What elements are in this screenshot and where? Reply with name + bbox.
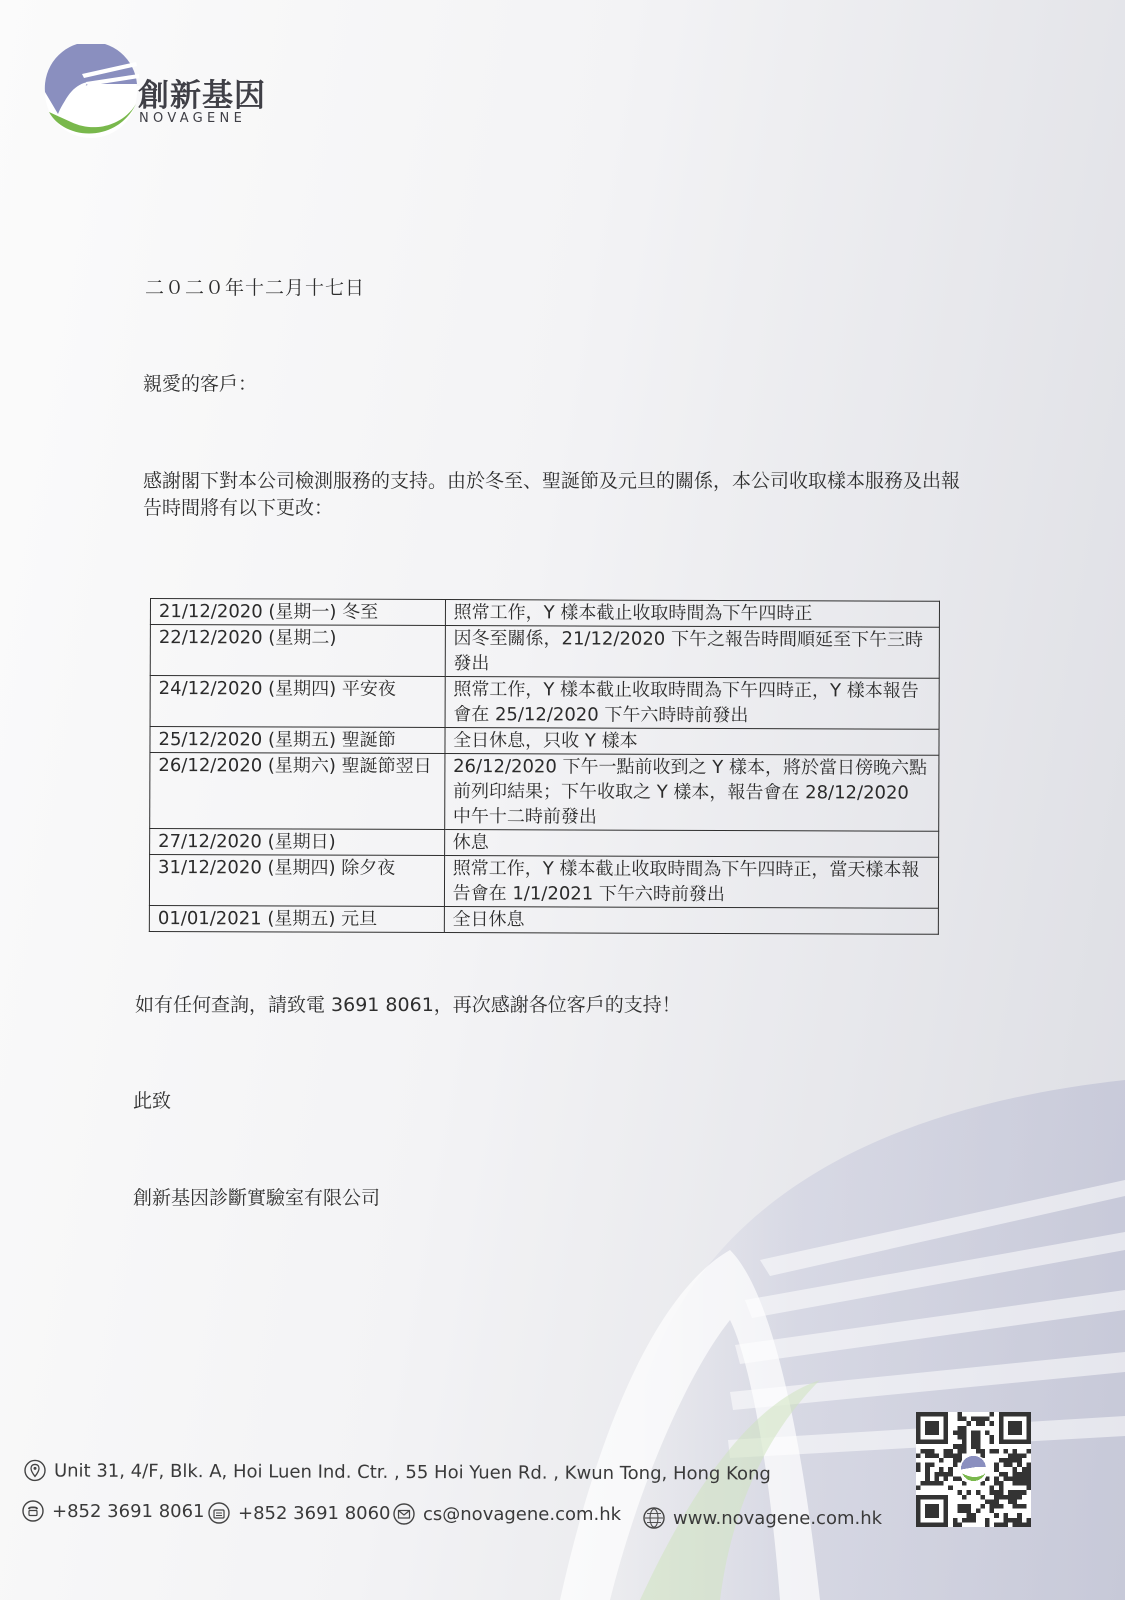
globe-icon bbox=[643, 1507, 665, 1529]
schedule-row bbox=[150, 625, 939, 679]
footer-email-link[interactable]: cs@novagene.com.hk bbox=[423, 1503, 622, 1525]
schedule-arrangement-cell: 照常工作，Y 樣本截止收取時間為下午四時正 bbox=[445, 600, 939, 628]
schedule-arrangement-cell: 休息 bbox=[444, 830, 938, 858]
footer-fax bbox=[208, 1502, 391, 1524]
schedule-row bbox=[150, 676, 939, 730]
letter-signature: 創新基因診斷實驗室有限公司 bbox=[133, 1187, 381, 1209]
novagene-logo bbox=[36, 44, 146, 140]
footer-address bbox=[24, 1459, 771, 1484]
schedule-date-cell: 24/12/2020 (星期四) 平安夜 bbox=[150, 676, 445, 728]
footer-email[interactable] bbox=[393, 1503, 621, 1525]
schedule-date-cell: 31/12/2020 (星期四) 除夕夜 bbox=[149, 855, 444, 907]
letter-greeting: 親愛的客戶： bbox=[143, 373, 258, 395]
schedule-date-cell: 21/12/2020 (星期一) 冬至 bbox=[150, 599, 445, 626]
schedule-date-cell: 26/12/2020 (星期六) 聖誕節翌日 bbox=[150, 753, 445, 830]
schedule-arrangement-cell: 照常工作，Y 樣本截止收取時間為下午四時正，當天樣本報告會在 1/1/2021 下午六時前發出 bbox=[444, 856, 939, 909]
letter-intro: 感謝閣下對本公司檢測服務的支持。由於冬至、聖誕節及元旦的關係，本公司收取樣本服務及出報告時間將有以下更改： bbox=[143, 470, 961, 519]
brand-name-english: NOVAGENE bbox=[139, 111, 247, 126]
schedule-row bbox=[150, 727, 939, 756]
contact-line: 如有任何查詢，請致電 3691 8061，再次感謝各位客戶的支持！ bbox=[135, 994, 681, 1016]
footer-address-text: Unit 31, 4/F, Blk. A, Hoi Luen Ind. Ctr. , 55 Hoi Yuen Rd. , Kwun Tong, Hong Kong bbox=[53, 1460, 771, 1485]
footer-website[interactable] bbox=[643, 1507, 882, 1529]
schedule-row bbox=[150, 753, 939, 832]
schedule-arrangement-cell: 全日休息 bbox=[444, 907, 938, 935]
schedule-arrangement-cell: 全日休息，只收 Y 樣本 bbox=[445, 728, 939, 756]
letter-date: 二０二０年十二月十七日 bbox=[145, 277, 366, 299]
schedule-row bbox=[149, 855, 938, 909]
footer-fax-text: +852 3691 8060 bbox=[238, 1502, 391, 1524]
schedule-arrangement-cell: 因冬至關係，21/12/2020 下午之報告時間順延至下午三時發出 bbox=[445, 626, 940, 679]
email-icon bbox=[393, 1503, 415, 1525]
footer-website-link[interactable]: www.novagene.com.hk bbox=[673, 1507, 883, 1529]
schedule-date-cell: 22/12/2020 (星期二) bbox=[150, 625, 445, 677]
schedule-row bbox=[150, 599, 939, 628]
qr-code[interactable] bbox=[916, 1412, 1031, 1527]
schedule-arrangement-cell: 照常工作，Y 樣本截止收取時間為下午四時正，Y 樣本報告會在 25/12/2020 下午六時時前發出 bbox=[445, 677, 940, 730]
schedule-row bbox=[149, 905, 938, 934]
letter-closing: 此致 bbox=[133, 1090, 172, 1112]
footer-phone bbox=[22, 1500, 205, 1522]
schedule-arrangement-cell: 26/12/2020 下午一點前收到之 Y 樣本，將於當日傍晚六點前列印結果；下午收取之 Y 樣本，報告會在 28/12/2020 中午十二時前發出 bbox=[444, 754, 939, 832]
schedule-date-cell: 01/01/2021 (星期五) 元旦 bbox=[149, 905, 444, 932]
brand-name-chinese: 創新基因 bbox=[138, 78, 266, 114]
schedule-row bbox=[150, 829, 939, 858]
holiday-schedule-table bbox=[149, 598, 940, 935]
schedule-date-cell: 25/12/2020 (星期五) 聖誕節 bbox=[150, 727, 445, 754]
location-pin-icon bbox=[24, 1459, 46, 1481]
phone-icon bbox=[22, 1500, 44, 1522]
schedule-date-cell: 27/12/2020 (星期日) bbox=[150, 829, 445, 856]
fax-icon bbox=[208, 1502, 230, 1524]
footer-phone-text: +852 3691 8061 bbox=[52, 1500, 205, 1522]
